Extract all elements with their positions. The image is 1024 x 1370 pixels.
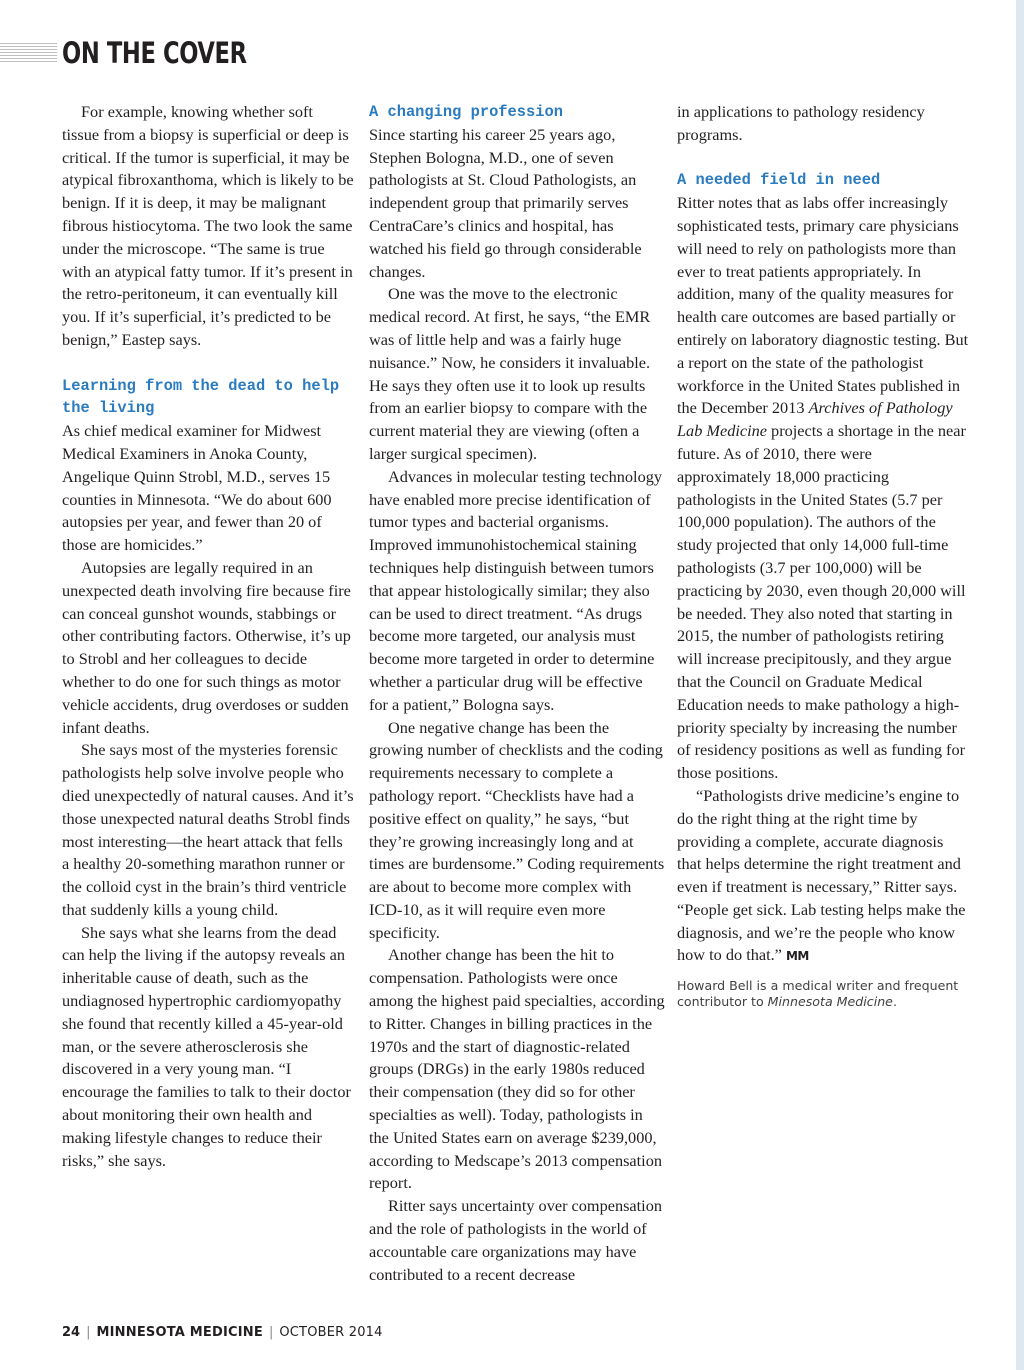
body-paragraph: Advances in molecular testing technology have enabled more precise identification of tumor types and bacterial organisms. Improved immunohistochemical staining techniques help distinguish between tumors that appear histologically similar; they also can be used to direct treatment. “As drugs become more targeted, our analysis must become more targeted in order to determine whether a particular drug will be effective for a patient,” Bologna says. bbox=[369, 466, 662, 714]
body-paragraph: For example, knowing whether soft tissue from a biopsy is superficial or deep is critical. If the tumor is superficial, it may be atypical fibroxanthoma, which is likely to be benign. If it is deep, it may be malignant fibrous histiocytoma. The two look the same under the microscope. “The same is true with an atypical fatty tumor. If it’s present in the retro-peritoneum, it can eventually kill you. If it’s superficial, it’s predicted to be benign,” Eastep says. bbox=[62, 102, 354, 349]
column-3 bbox=[677, 101, 969, 1010]
body-paragraph: in applications to pathology residency programs. bbox=[677, 102, 925, 144]
end-mark: MM bbox=[785, 949, 809, 964]
body-paragraph: One negative change has been the growing number of checklists and the coding requirements necessary to complete a pathology report. “Checklists have had a positive effect on quality,” he says, “but they’re growing increasingly long and at times are burdensome.” Coding requirements are about to become more complex with ICD-10, as it will require even more specificity. bbox=[369, 717, 665, 942]
body-paragraph: She says what she learns from the dead can help the living if the autopsy reveals an inheritable cause of death, such as the undiagnosed hypertrophic cardiomyopathy she found that recently killed a 45-year-old man, or the severe atherosclerosis she discovered in a very young man. “I encourage the families to talk to their doctor about monitoring their own health and making lifestyle changes to reduce their risks,” she says. bbox=[62, 922, 351, 1170]
magazine-name: MINNESOTA MEDICINE bbox=[96, 1325, 263, 1340]
body-text: “Pathologists drive medicine’s engine to do the right thing at the right time by providing a complete, accurate diagnosis that helps determine the right treatment and even if treatment is necessary,” Ritter says. “People get sick. Lab testing helps make the diagnosis, and we’re the people who know how to do that.” bbox=[677, 785, 966, 965]
paragraph-gap bbox=[62, 352, 354, 375]
column-1 bbox=[62, 101, 354, 1172]
body-paragraph bbox=[677, 785, 969, 968]
body-paragraph: As chief medical examiner for Midwest Medical Examiners in Anoka County, Angelique Quinn Strobl, M.D., serves 15 counties in Minnesota. “We do about 600 autopsies per year, and fewer than 20 of those are homicides.” bbox=[62, 421, 332, 555]
bio-journal-title: Minnesota Medicine bbox=[767, 994, 893, 1010]
body-paragraph: Another change has been the hit to compensation. Pathologists were once among the highest paid specialties, according to Ritter. Changes in billing practices in the 1970s and the start of diagnostic-related groups (DRGs) in the early 1980s reduced their compensation (they did so for other specialties as well). Today, pathologists in the United States earn on average $239,000, according to Medscape’s 2013 compensation report. bbox=[369, 945, 665, 1193]
body-paragraph: One was the move to the electronic medical record. At first, he says, “the EMR was of little help and was a fairly huge nuisance.” Now, he considers it invaluable. He says they often use it to look up results from an earlier biopsy to compare with the current material they are viewing (often a larger surgical specimen). bbox=[369, 284, 651, 463]
bio-text: . bbox=[892, 994, 897, 1010]
page-footer bbox=[62, 1324, 383, 1342]
column-2 bbox=[369, 101, 665, 1286]
subhead-changing-profession: A changing profession bbox=[369, 103, 563, 121]
section-label: ON THE COVER bbox=[62, 36, 247, 70]
body-paragraph bbox=[677, 192, 969, 785]
subhead-needed-field: A needed field in need bbox=[677, 171, 881, 190]
footer-separator: | bbox=[268, 1325, 274, 1340]
bio-text: Howard Bell is a medical writer and frequent contributor to bbox=[677, 978, 959, 1010]
page-edge-bar bbox=[1016, 0, 1024, 1370]
body-paragraph: Since starting his career 25 years ago, Stephen Bologna, M.D., one of seven pathologists at St. Cloud Pathologists, an independent group that primarily serves CentraCare’s clinics and hospital, has watched his field go through considerable changes. bbox=[369, 124, 642, 281]
subhead-learning-from-the-dead: Learning from the dead to help the living bbox=[62, 376, 340, 418]
author-bio bbox=[677, 978, 969, 1010]
paragraph-gap bbox=[677, 147, 969, 170]
issue-date: OCTOBER 2014 bbox=[279, 1325, 383, 1340]
page-number: 24 bbox=[62, 1325, 81, 1340]
body-paragraph: Ritter says uncertainty over compensation and the role of pathologists in the world of accountable care organizations may have contributed to a recent decrease bbox=[369, 1196, 662, 1284]
body-text: Ritter notes that as labs offer increasingly sophisticated tests, primary care physicians will need to rely on pathologists more than ever to treat patients appropriately. In addition, many of the quality measures for health care outcomes are based partially or entirely on laboratory diagnostic testing. But a report on the state of the pathologist workforce in the United States published in the December 2013 bbox=[677, 193, 969, 418]
body-paragraph: She says most of the mysteries forensic pathologists help solve involve people who died unexpectedly of natural causes. And it’s those unexpected natural deaths Strobl finds most interesting—the heart attack that fells a healthy 20-something marathon runner or the colloid cyst in the brain’s third ventricle that suddenly kills a young child. bbox=[62, 740, 354, 919]
body-text: projects a shortage in the near future. As of 2010, there were approximately 18,000 practicing pathologists in the United States (5.7 per 100,000 population). The authors of the study projected that only 14,000 full-time pathologists (3.7 per 100,000) will be practicing by 2030, even though 20,000 will be needed. They also noted that starting in 2015, the number of pathologists retiring will increase precipitously, and they argue that the Council on Graduate Medical Education needs to make pathology a high-priority specialty by increasing the number of residency positions as well as funding for those positions. bbox=[677, 421, 966, 783]
journal-title: Archives of Pathology Lab Medicine bbox=[677, 398, 953, 441]
header-stripes-decoration bbox=[0, 43, 57, 62]
body-paragraph: Autopsies are legally required in an unexpected death involving fire because fire can conceal gunshot wounds, stabbings or other contributing factors. Otherwise, it’s up to Strobl and her colleagues to decide whether to do one for such things as motor vehicle accidents, drug overdoses or sudden infant deaths. bbox=[62, 557, 351, 737]
footer-separator: | bbox=[86, 1325, 91, 1340]
